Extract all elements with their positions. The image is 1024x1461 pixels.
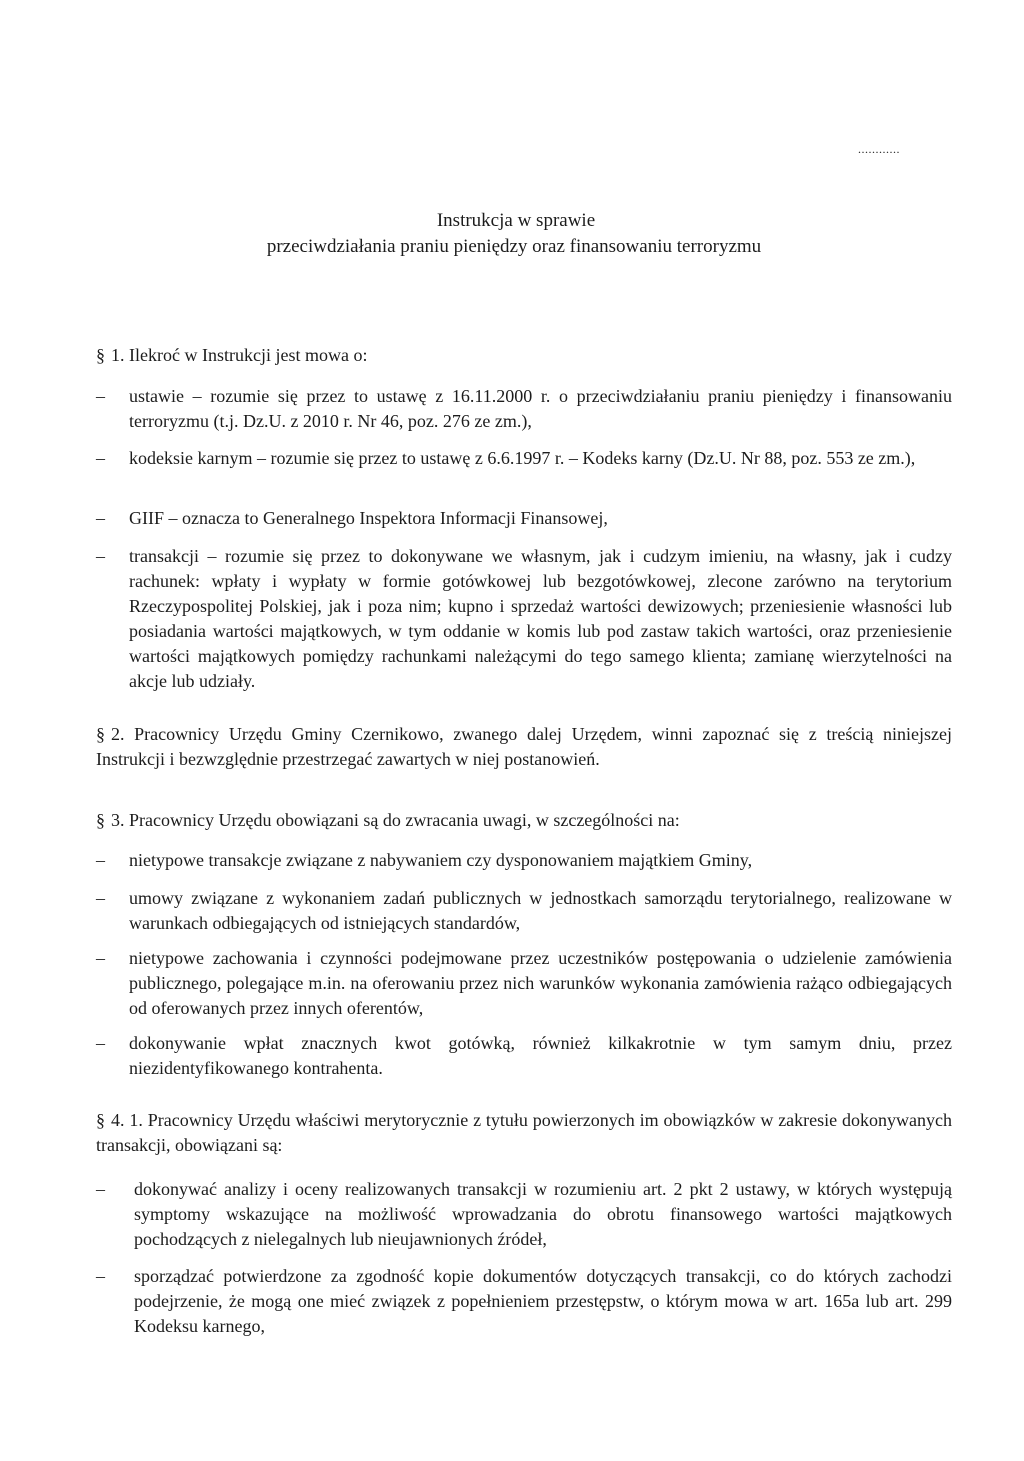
list-item-analiza [96, 1177, 952, 1252]
list-item-umowy [96, 886, 952, 936]
list-item-text: dokonywać analizy i oceny realizowanych transakcji w rozumieniu art. 2 pkt 2 ustawy, w których występują symptomy wskazujące na możliwość wprowadzania do obrotu finansowego wartości majątkowych pochodzących z nielegalnych lub nieujawnionych źródeł, [134, 1179, 952, 1249]
list-item-definition-ustawa [96, 384, 952, 434]
section-4-heading [96, 1108, 952, 1158]
list-item-text: nietypowe zachowania i czynności podejmowane przez uczestników postępowania o udzielenie zamówienia publicznego, polegające m.in. na oferowaniu przez nich warunków wykonania zamówienia rażąco odbiegających od oferowanych przez innych oferentów, [129, 948, 952, 1018]
section-symbol: § [96, 724, 105, 744]
dash-bullet: – [96, 888, 105, 908]
section-3-heading-text: 3. Pracownicy Urzędu obowiązani są do zwracania uwagi, w szczególności na: [111, 810, 680, 830]
list-item-text: nietypowe transakcje związane z nabywaniem czy dysponowaniem majątkiem Gminy, [129, 850, 753, 870]
dash-bullet: – [96, 1266, 105, 1286]
document-title [0, 208, 1024, 260]
dash-bullet: – [96, 850, 105, 870]
list-item-text: dokonywanie wpłat znacznych kwot gotówką, również kilkakrotnie w tym samym dniu, przez niezidentyfikowanego kontrahenta. [129, 1033, 952, 1078]
dash-bullet: – [96, 448, 105, 468]
section-2-text: 2. Pracownicy Urzędu Gminy Czernikowo, zwanego dalej Urzędem, winni zapoznać się z treścią niniejszej Instrukcji i bezwzględnie przestrzegać zawartych w niej postanowień. [96, 724, 952, 769]
list-item-wplaty [96, 1031, 952, 1081]
list-item-zachowania [96, 946, 952, 1021]
list-item-text: kodeksie karnym – rozumie się przez to ustawę z 6.6.1997 r. – Kodeks karny (Dz.U. Nr 88, poz. 553 ze zm.), [129, 448, 916, 468]
list-item-definition-kodeks [96, 446, 952, 471]
list-item-definition-transakcje [96, 544, 952, 694]
dash-bullet: – [96, 1179, 105, 1199]
dash-bullet: – [96, 948, 105, 968]
dash-bullet: – [96, 546, 105, 566]
section-symbol: § [96, 345, 105, 365]
section-symbol: § [96, 810, 105, 830]
dash-bullet: – [96, 1033, 105, 1053]
list-item-text: umowy związane z wykonaniem zadań publicznych w jednostkach samorządu terytorialnego, realizowane w warunkach odbiegających od istniejących standardów, [129, 888, 952, 933]
list-item-transakcje-nietypowe [96, 848, 952, 873]
dash-bullet: – [96, 386, 105, 406]
dash-bullet: – [96, 508, 105, 528]
list-item-kopie [96, 1264, 952, 1339]
list-item-definition-giif [96, 506, 952, 531]
section-4-heading-text: 4. 1. Pracownicy Urzędu właściwi merytorycznie z tytułu powierzonych im obowiązków w zakresie dokonywanych transakcji, obowiązani są: [96, 1110, 952, 1155]
list-item-text: GIIF – oznacza to Generalnego Inspektora Informacji Finansowej, [129, 508, 608, 528]
list-item-text: ustawie – rozumie się przez to ustawę z 16.11.2000 r. o przeciwdziałaniu praniu pieniędzy i finansowaniu terroryzmu (t.j. Dz.U. z 2010 r. Nr 46, poz. 276 ze zm.), [129, 386, 952, 431]
section-3-heading [96, 808, 952, 833]
title-line-1: Instrukcja w sprawie [436, 210, 596, 231]
section-symbol: § [96, 1110, 105, 1130]
title-line-2: przeciwdziałania praniu pieniędzy oraz finansowaniu terroryzmu [266, 236, 762, 257]
list-item-text: sporządzać potwierdzone za zgodność kopie dokumentów dotyczących transakcji, co do których zachodzi podejrzenie, że mogą one mieć związek z popełnieniem przestępstw, o którym mowa w art. 165a lub art. 299 Kodeksu karnego, [134, 1266, 952, 1336]
list-item-text: transakcji – rozumie się przez to dokonywane we własnym, jak i cudzym imieniu, na własny, jak i cudzy rachunek: wpłaty i wypłaty w formie gotówkowej lub bezgotówkowej, zlecone zarówno na terytorium Rzeczypospolitej Polskiej, jak i poza nim; kupno i sprzedaż wartości dewizowych; przeniesienie własności lub posiadania wartości majątkowych, w tym oddanie w komis lub pod zastaw takich wartości, oraz przeniesienie wartości majątkowych pomiędzy rachunkami należącymi do tego samego klienta; zamianę wierzytelności na akcje lub udziały. [129, 546, 952, 691]
section-2-paragraph [96, 722, 952, 772]
section-1-heading-text: 1. Ilekroć w Instrukcji jest mowa o: [111, 345, 368, 365]
section-1-heading [96, 343, 952, 368]
header-dots: ............ [858, 142, 900, 156]
